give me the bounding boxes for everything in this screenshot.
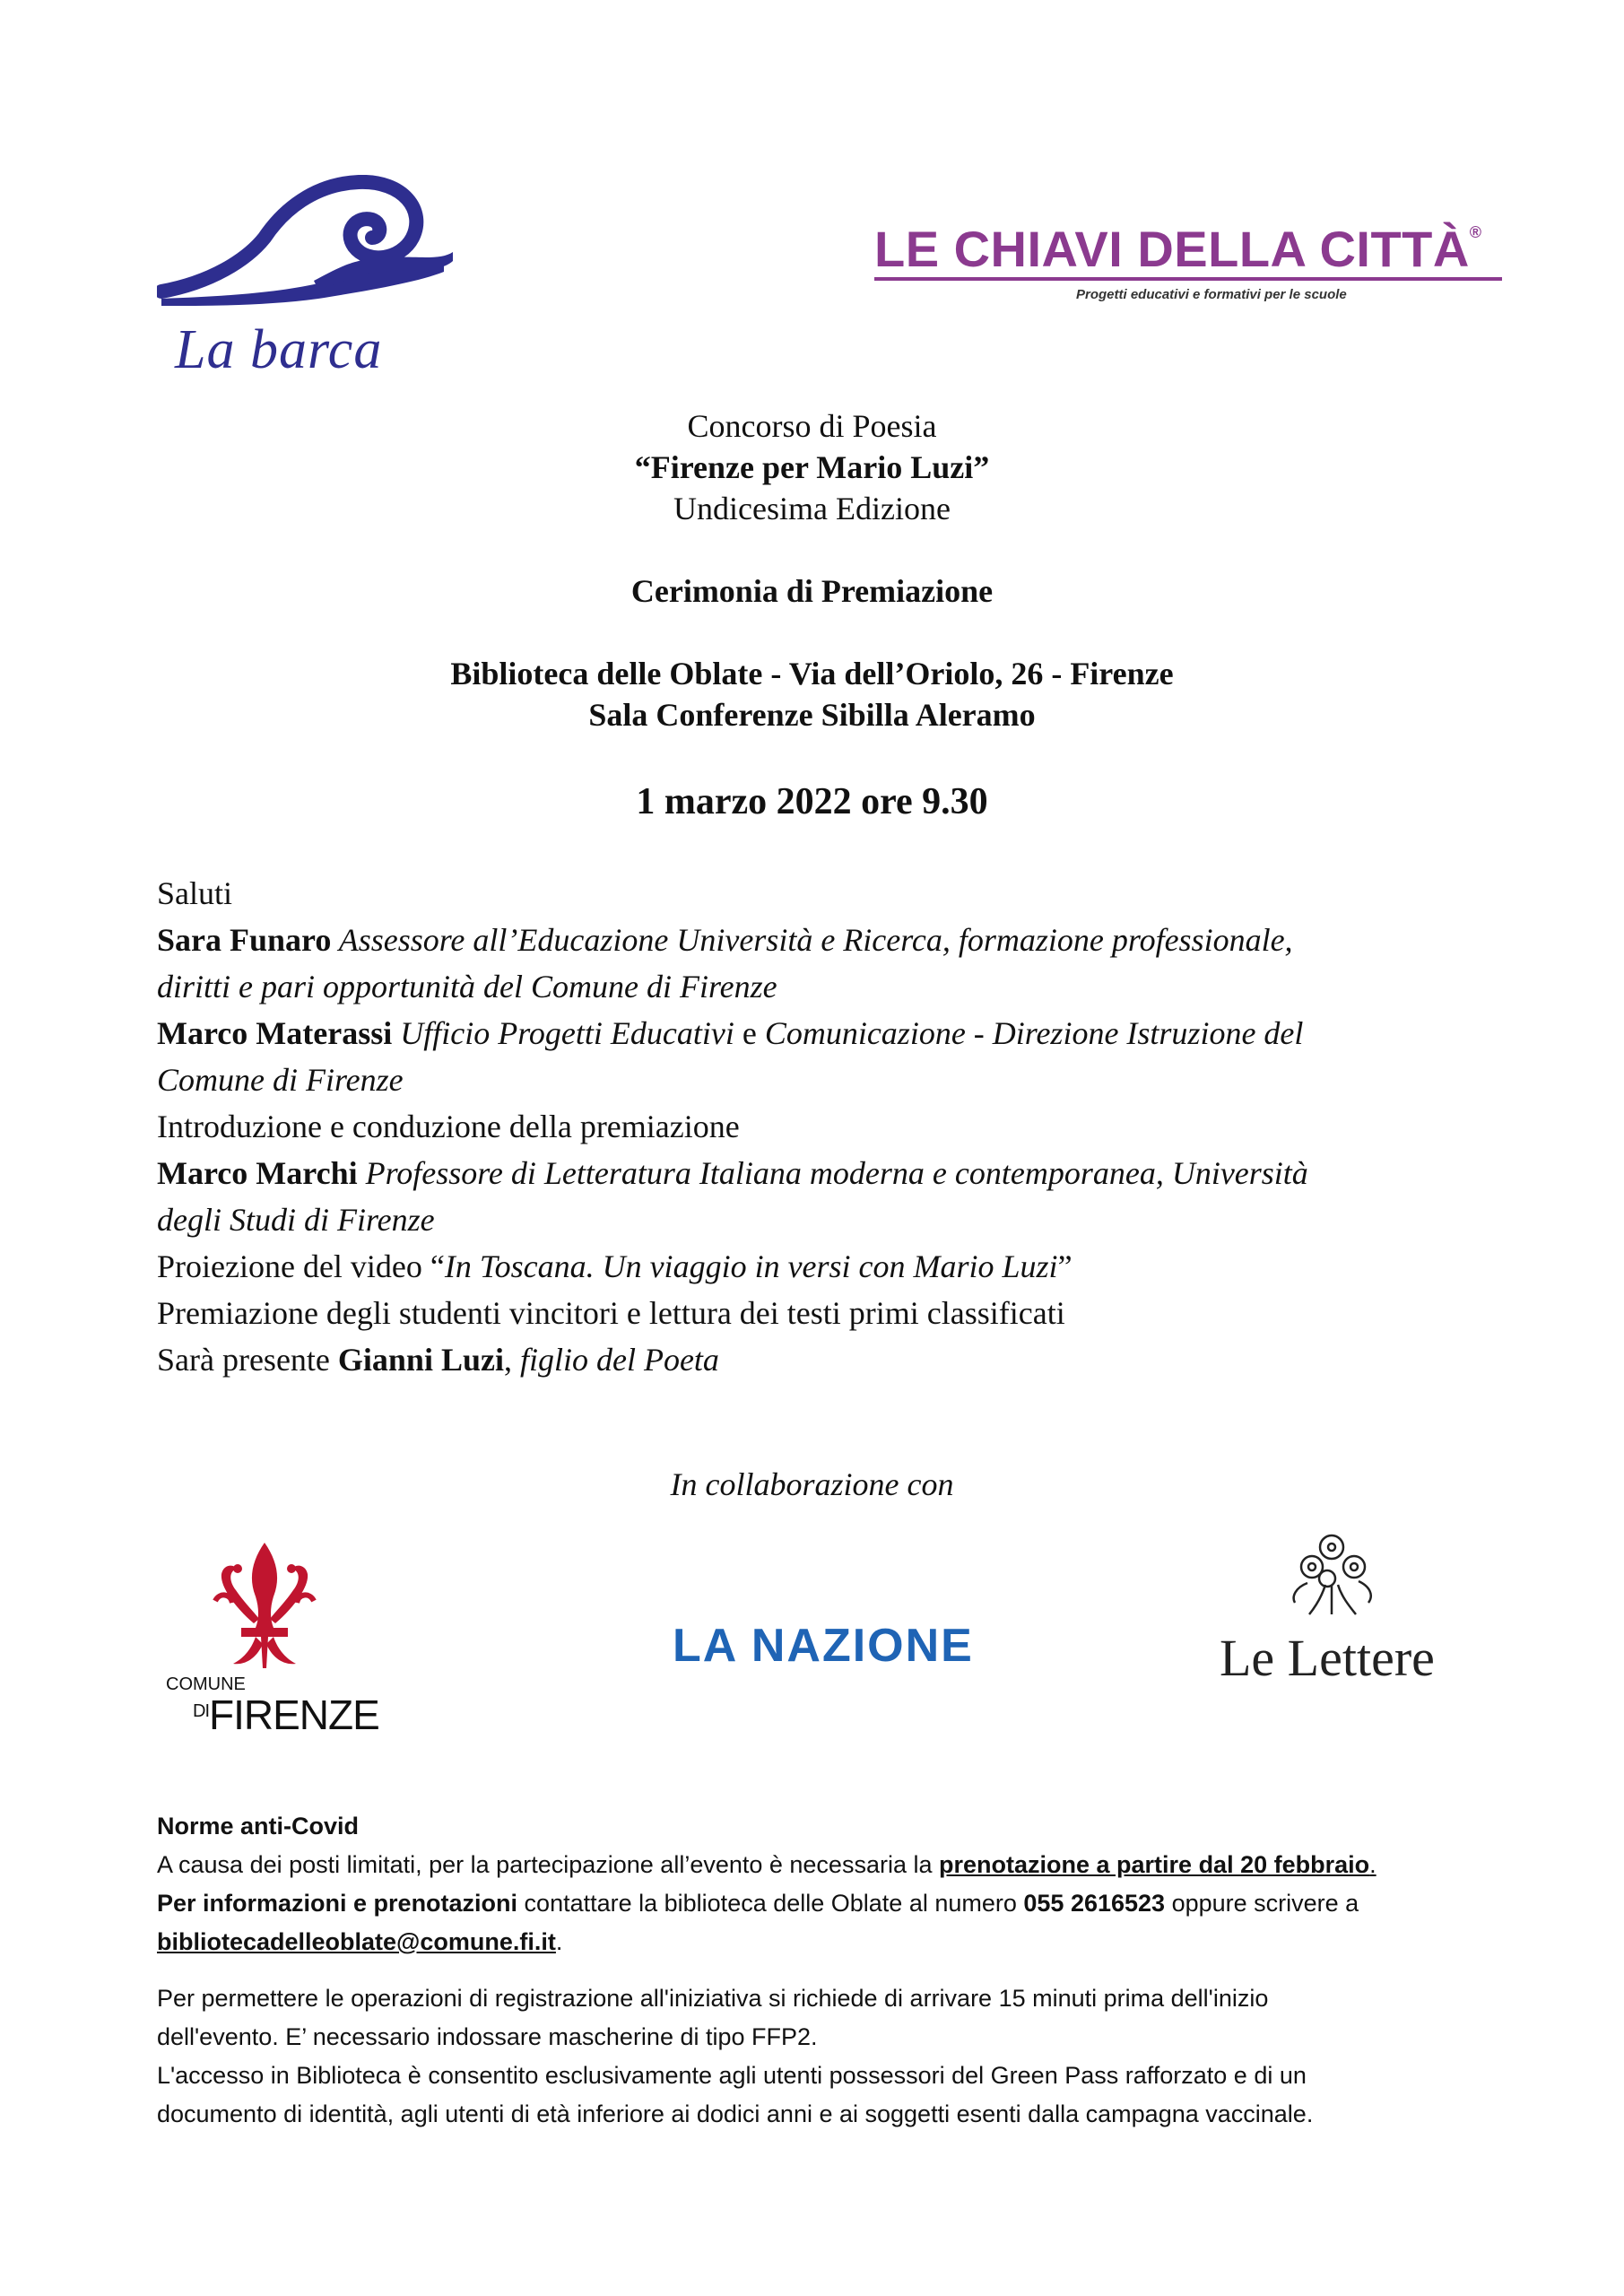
firenze-logo-di: DI	[193, 1701, 209, 1721]
chiavi-logo-title	[874, 220, 1482, 278]
wave-icon	[157, 175, 462, 318]
event-date: 1 marzo 2022 ore 9.30	[636, 781, 988, 822]
speaker-role: Assessore all’Educazione Università e Ricerca, formazione professionale,	[331, 922, 1293, 958]
spacer	[157, 1961, 1502, 1979]
video-prefix: Proiezione del video “	[157, 1248, 445, 1284]
covid-period: .	[555, 1928, 563, 1955]
program-saluti: Saluti	[157, 875, 233, 911]
chiavi-della-citta-logo	[874, 220, 1538, 309]
le-lettere-logo-text: Le Lettere	[1220, 1629, 1435, 1687]
guest-prefix: Sarà presente	[157, 1342, 338, 1378]
edition: Undicesima Edizione	[673, 491, 951, 526]
la-nazione-logo: LA NAZIONE	[673, 1620, 974, 1672]
covid-line	[157, 1846, 1502, 1884]
covid-line: documento di identità, agli utenti di età inferiore ai dodici anni e ai soggetti esenti dalla campagna vaccinale.	[157, 2100, 1314, 2127]
comune-di-firenze-logo	[166, 1538, 379, 1744]
guest-role: figlio del Poeta	[511, 1342, 719, 1378]
fleur-de-lis-icon	[166, 1538, 363, 1673]
la-barca-logo	[157, 175, 462, 380]
covid-line: Per permettere le operazioni di registrazione all'iniziativa si richiede di arrivare 15 minuti prima dell'inizio	[157, 1985, 1269, 2012]
logo-underline	[874, 275, 1538, 284]
flower-bouquet-icon	[1220, 1529, 1471, 1628]
phone-number[interactable]: 055 2616523	[1023, 1890, 1166, 1917]
speaker-name: Marco Marchi	[157, 1155, 358, 1191]
speaker-role-cont: diritti e pari opportunità del Comune di Firenze	[157, 969, 777, 1004]
video-suffix: ”	[1057, 1248, 1073, 1284]
contest-title: “Firenze per Mario Luzi”	[634, 449, 990, 485]
registered-mark: ®	[1469, 223, 1482, 241]
covid-title: Norme anti-Covid	[157, 1813, 360, 1839]
covid-period: .	[1369, 1851, 1376, 1878]
firenze-logo-comune: COMUNE	[166, 1674, 246, 1694]
speaker-name: Marco Materassi	[157, 1015, 393, 1051]
info-label: Per informazioni e prenotazioni	[157, 1890, 518, 1917]
speaker-role-cont: degli Studi di Firenze	[157, 1202, 435, 1238]
firenze-logo-name	[193, 1691, 379, 1739]
covid-text: contattare la biblioteca delle Oblate al numero	[517, 1890, 1024, 1917]
covid-line: L'accesso in Biblioteca è consentito esclusivamente agli utenti possessori del Green Pass rafforzato e di un	[157, 2062, 1307, 2089]
chiavi-logo-title-text: LE CHIAVI DELLA CITTÀ	[874, 221, 1470, 277]
venue-address: Biblioteca delle Oblate - Via dell’Oriolo, 26 - Firenze	[450, 656, 1174, 691]
covid-text: oppure scrivere a	[1165, 1890, 1359, 1917]
chiavi-logo-subtitle: Progetti educativi e formativi per le scuole	[1076, 287, 1347, 302]
speaker-role: Comunicazione - Direzione Istruzione del	[764, 1015, 1304, 1051]
speaker-role: Ufficio Progetti Educativi	[392, 1015, 734, 1051]
program-awards: Premiazione degli studenti vincitori e lettura dei testi primi classificati	[157, 1295, 1065, 1331]
covid-line	[157, 1923, 1502, 1961]
speaker-name: Sara Funaro	[157, 922, 332, 958]
program	[157, 870, 1502, 1383]
email-link[interactable]: bibliotecadelleoblate@comune.fi.it	[157, 1928, 556, 1955]
program-item	[157, 1150, 1502, 1196]
program-item	[157, 917, 1502, 963]
covid-line	[157, 1884, 1502, 1923]
program-guest	[157, 1336, 1502, 1383]
collaboration-label: In collaborazione con	[670, 1466, 954, 1502]
venue-room: Sala Conferenze Sibilla Aleramo	[588, 697, 1036, 733]
speaker-role-cont: Comune di Firenze	[157, 1062, 404, 1098]
speaker-role: Professore di Letteratura Italiana moderna e contemporanea, Università	[357, 1155, 1308, 1191]
conjunction: e	[734, 1015, 765, 1051]
guest-name: Gianni Luzi	[337, 1342, 504, 1378]
covid-rules	[157, 1807, 1502, 2134]
program-item	[157, 1010, 1502, 1057]
covid-text: A causa dei posti limitati, per la partecipazione all’evento è necessaria la	[157, 1851, 939, 1878]
la-barca-logo-text: La barca	[175, 319, 383, 380]
ceremony-title: Cerimonia di Premiazione	[630, 573, 994, 609]
contest-name: Concorso di Poesia	[687, 408, 937, 444]
firenze-logo-city: FIRENZE	[209, 1692, 379, 1738]
le-lettere-logo	[1220, 1529, 1471, 1709]
booking-date-link[interactable]: prenotazione a partire dal 20 febbraio	[939, 1851, 1370, 1878]
guest-comma: ,	[503, 1342, 512, 1378]
program-video	[157, 1243, 1502, 1290]
covid-line: dell'evento. E’ necessario indossare mascherine di tipo FFP2.	[157, 2023, 818, 2050]
video-title: In Toscana. Un viaggio in versi con Mario Luzi	[444, 1248, 1058, 1284]
program-intro: Introduzione e conduzione della premiazione	[157, 1109, 740, 1144]
